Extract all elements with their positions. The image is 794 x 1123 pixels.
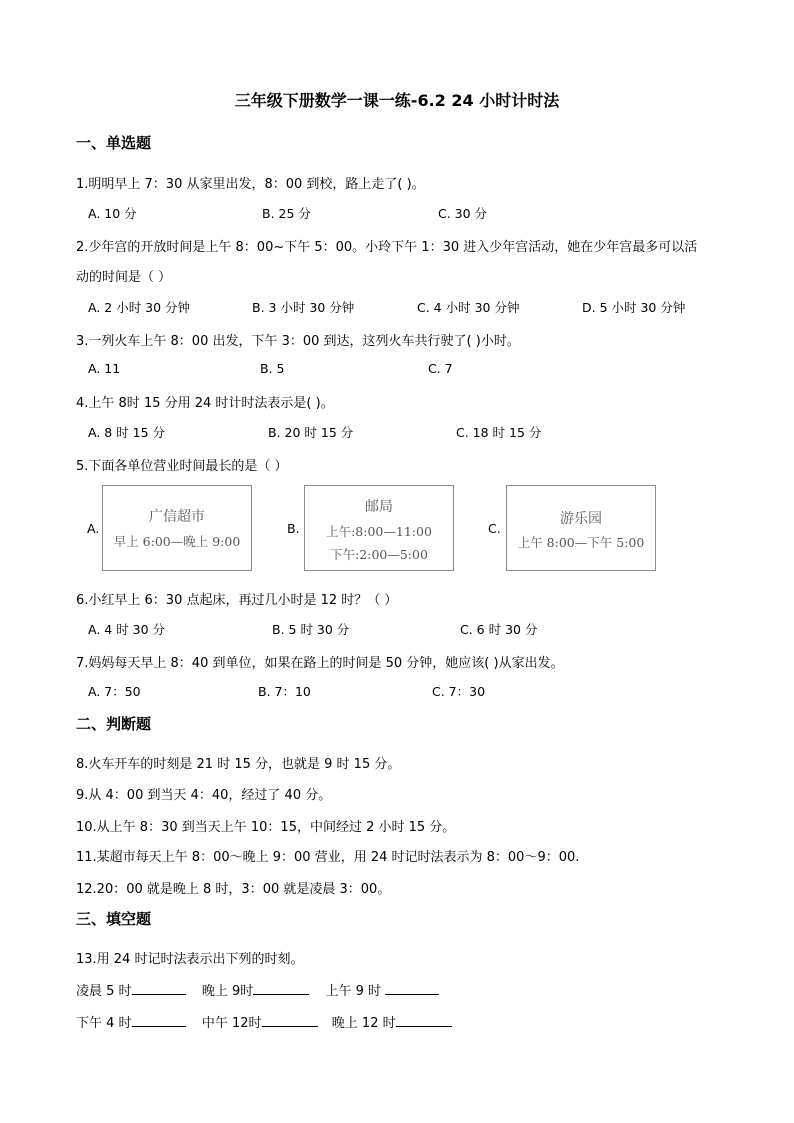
question-6: 6.小红早上 6：30 点起床，再过几小时是 12 时？（ ） [76,593,398,608]
q13-item-2-blank[interactable] [253,981,309,995]
q5-signboard-post-office [304,485,454,571]
question-4: 4.上午 8时 15 分用 24 时计时法表示是( )。 [76,396,334,411]
q7-option-b: B. 7：10 [258,684,311,699]
q5-option-b-label: B. [287,521,300,536]
question-11: 11.某超市每天上午 8：00～晚上 9：00 营业，用 24 时记时法表示为 8：00～9：00. [76,850,580,865]
q13-item-1-label: 凌晨 5 时 [76,984,132,999]
question-2-line-2: 动的时间是（ ） [76,270,172,285]
page-title: 三年级下册数学一课一练-6.2 24 小时计时法 [234,91,560,110]
q2-option-a: A. 2 小时 30 分钟 [88,300,191,315]
q5-option-a-label: A. [87,521,100,536]
q2-option-c: C. 4 小时 30 分钟 [417,300,520,315]
q5-a-hours: 早上 6:00—晚上 9:00 [113,534,241,549]
question-13: 13.用 24 时记时法表示出下列的时刻。 [76,952,304,967]
section-heading-fill-in: 三、填空题 [76,910,152,928]
q5-b-hours-afternoon: 下午:2:00—5:00 [330,547,428,562]
q13-item-1-blank[interactable] [132,981,186,995]
question-2-line-1: 2.少年宫的开放时间是上午 8：00~下午 5：00。小玲下午 1：30 进入少年宫活动，她在少年宫最多可以活 [76,240,698,255]
q6-option-b: B. 5 时 30 分 [272,622,350,637]
q6-option-a: A. 4 时 30 分 [88,622,166,637]
section-heading-true-false: 二、判断题 [76,715,152,733]
q1-option-a: A. 10 分 [88,206,137,221]
q5-a-name: 广信超市 [149,509,205,525]
q13-item-3-blank[interactable] [385,981,439,995]
q13-item-4-label: 下午 4 时 [76,1016,132,1031]
q7-option-a: A. 7：50 [88,684,141,699]
q4-option-c: C. 18 时 15 分 [456,425,542,440]
q13-item-6-blank[interactable] [396,1013,452,1027]
q13-item-4-blank[interactable] [132,1013,186,1027]
q1-option-b: B. 25 分 [262,206,311,221]
q1-option-c: C. 30 分 [438,206,488,221]
q5-option-c-label: C. [488,521,501,536]
question-12: 12.20：00 就是晚上 8 时，3：00 就是凌晨 3：00。 [76,882,391,897]
q13-item-2-label: 晚上 9时 [201,984,254,999]
q2-option-d: D. 5 小时 30 分钟 [582,300,686,315]
q4-option-a: A. 8 时 15 分 [88,425,166,440]
question-7: 7.妈妈每天早上 8：40 到单位，如果在路上的时间是 50 分钟，她应该( )从家出发。 [76,656,564,671]
question-10: 10.从上午 8：30 到当天上午 10：15，中间经过 2 小时 15 分。 [76,820,456,835]
question-5: 5.下面各单位营业时间最长的是（ ） [76,459,288,474]
q6-option-c: C. 6 时 30 分 [460,622,538,637]
q5-signboard-supermarket [102,485,252,571]
q3-option-a: A. 11 [88,361,121,376]
question-9: 9.从 4：00 到当天 4：40，经过了 40 分。 [76,788,332,803]
q5-c-hours: 上午 8:00—下午 5:00 [517,535,645,550]
q13-row-2 [76,1012,452,1031]
q5-b-name: 邮局 [365,499,393,515]
q13-item-5-blank[interactable] [262,1013,318,1027]
q3-option-b: B. 5 [260,361,285,376]
q4-option-b: B. 20 时 15 分 [268,425,354,440]
q13-item-3-label: 上午 9 时 [325,984,382,999]
question-1: 1.明明早上 7：30 从家里出发，8：00 到校，路上走了( )。 [76,177,425,192]
q7-option-c: C. 7：30 [432,684,486,699]
section-heading-single-choice: 一、单选题 [76,134,152,152]
question-8: 8.火车开车的时刻是 21 时 15 分，也就是 9 时 15 分。 [76,757,401,772]
q5-c-name: 游乐园 [560,511,602,527]
q3-option-c: C. 7 [428,361,453,376]
q13-item-6-label: 晚上 12 时 [331,1016,396,1031]
q5-b-hours-morning: 上午:8:00—11:00 [326,524,432,539]
q13-item-5-label: 中午 12时 [201,1016,262,1031]
q5-signboard-amusement-park [506,485,656,571]
question-3: 3.一列火车上午 8：00 出发，下午 3：00 到达，这列火车共行驶了( )小时。 [76,334,520,349]
q13-row-1 [76,980,439,999]
q2-option-b: B. 3 小时 30 分钟 [252,300,355,315]
